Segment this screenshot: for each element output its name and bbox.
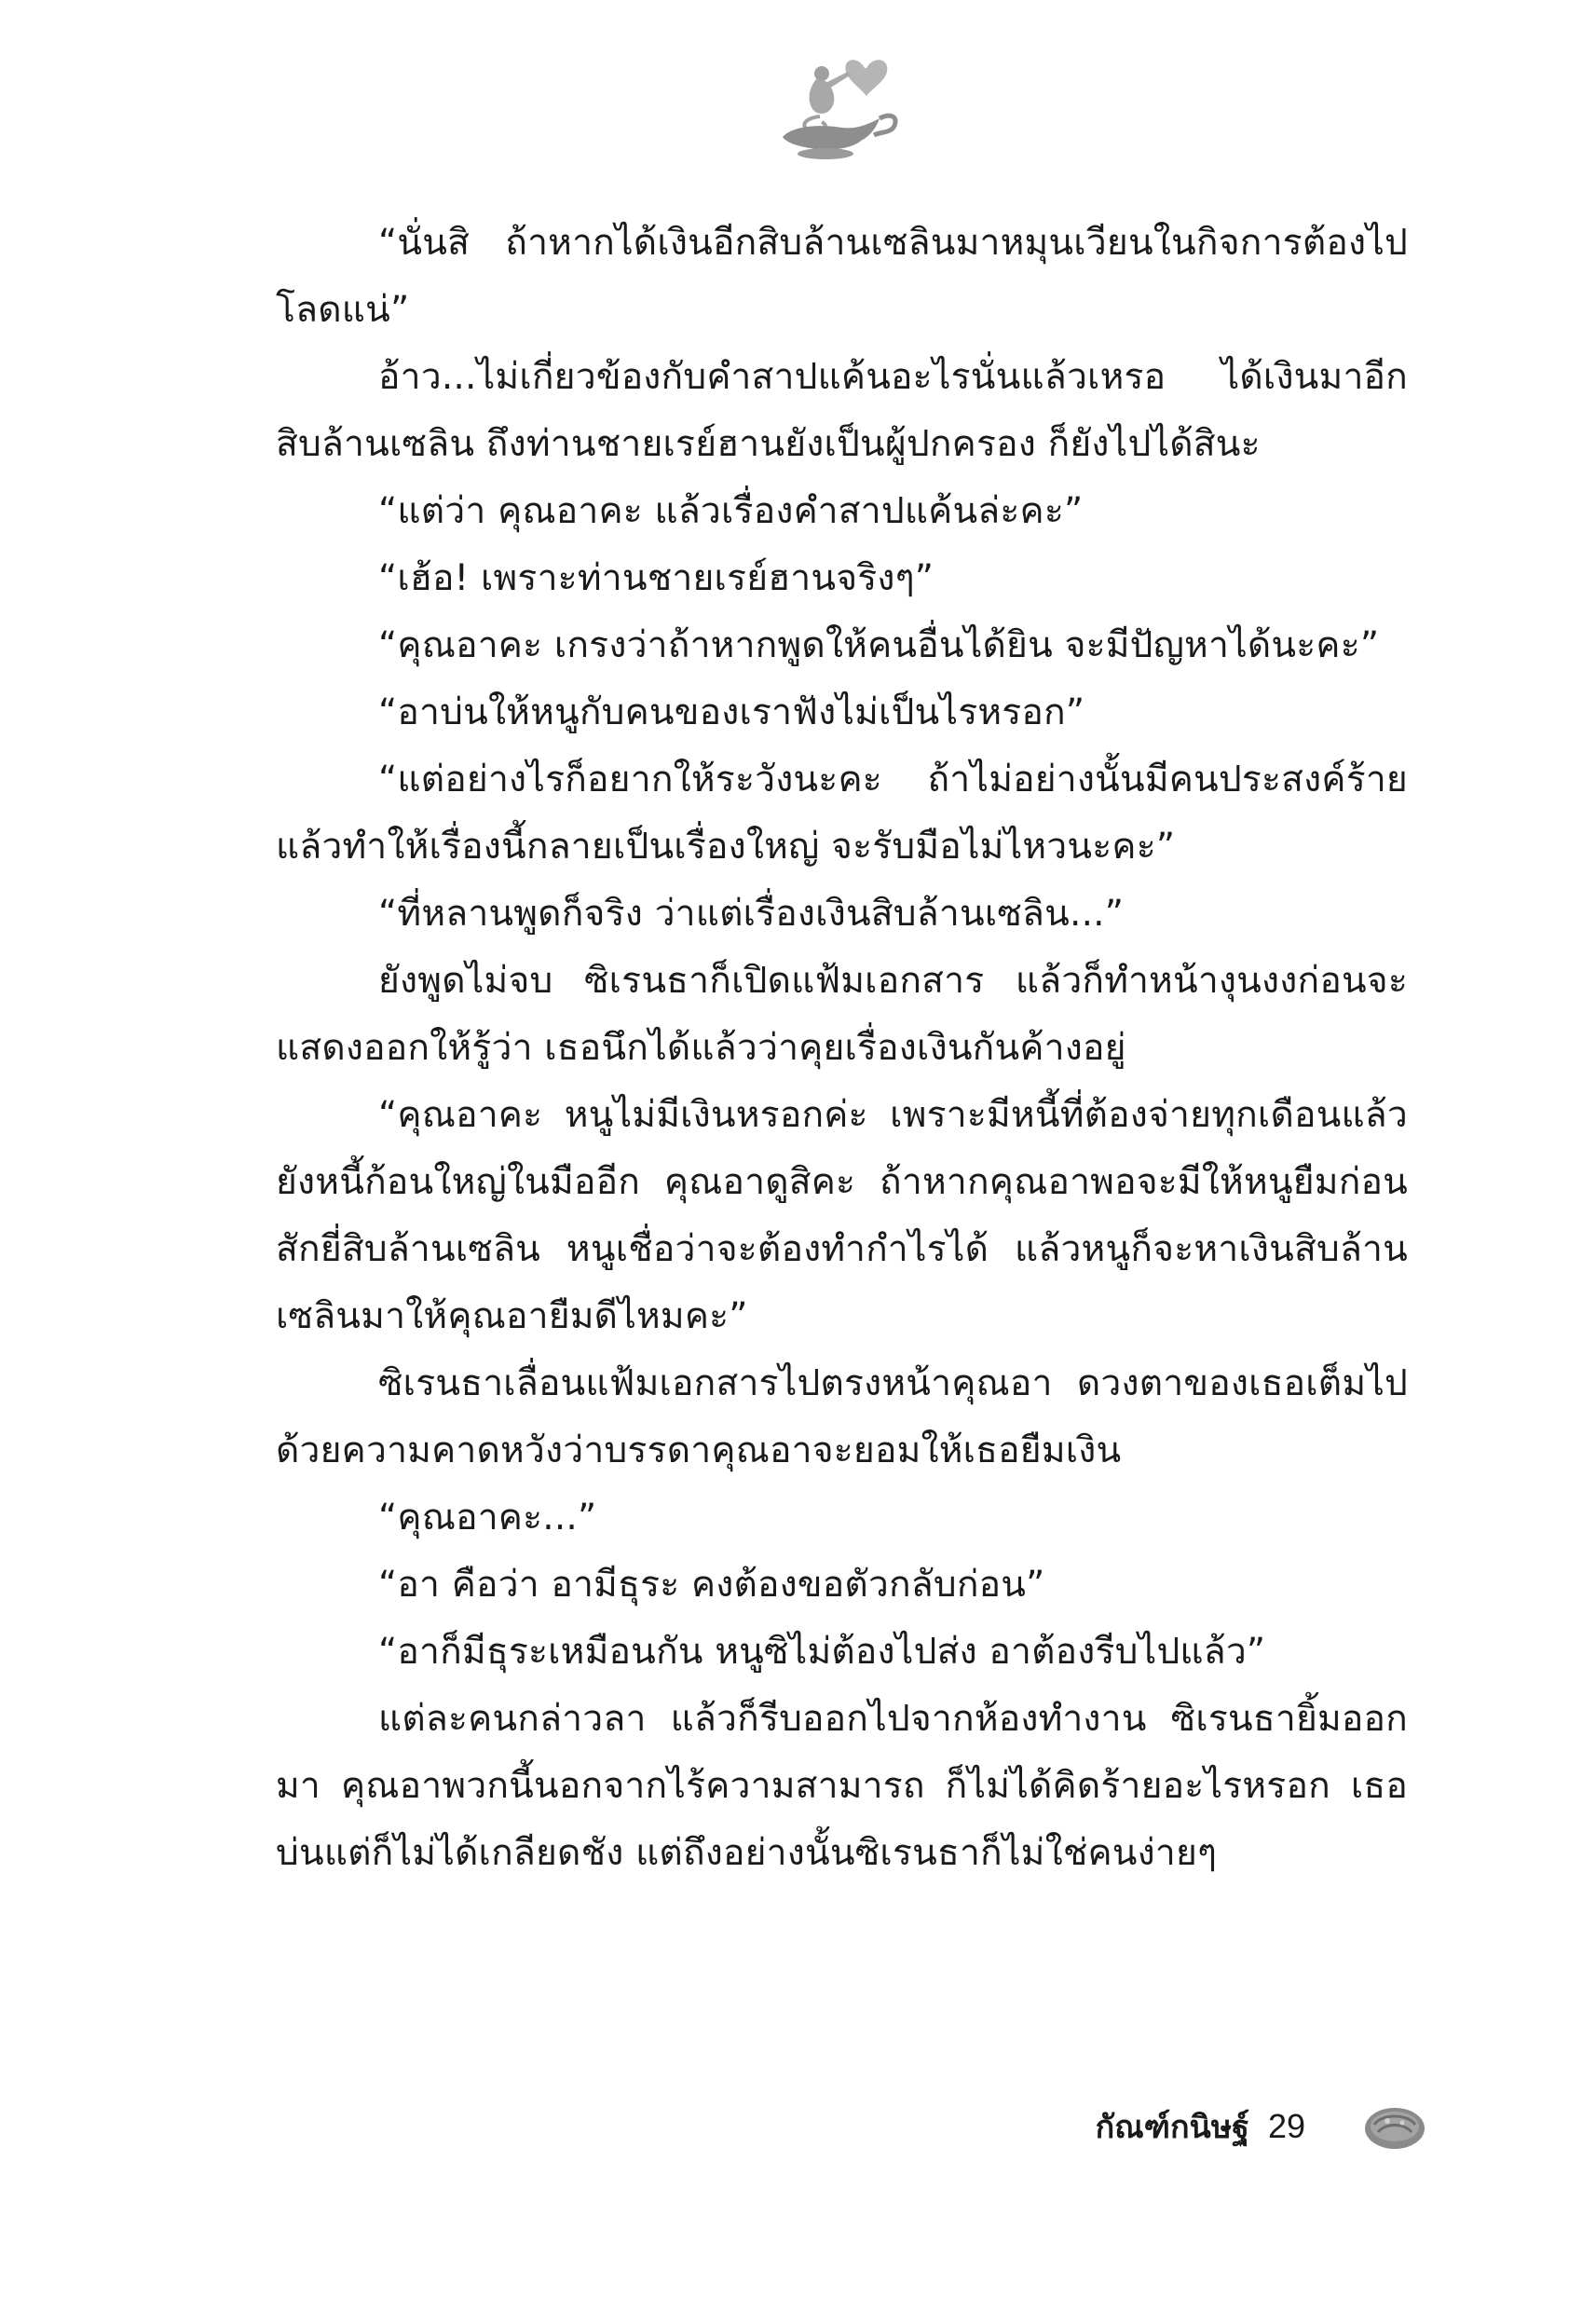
paragraph: “คุณอาคะ...”	[378, 1497, 597, 1538]
page-footer	[1096, 2100, 1428, 2153]
lamp-ornament-icon	[764, 51, 904, 163]
paragraph: “คุณอาคะ หนูไม่มีเงินหรอกค่ะ เพราะมีหนี้ที่ต้องจ่ายทุกเดือนแล้วยังหนี้ก้อนใหญ่ในมืออีก คุณอาดูสิคะ ถ้าหากคุณอาพอจะมีให้หนูยืมก่อนสักยี่สิบล้านเซลิน หนูเชื่อว่าจะต้องทำกำไรได้ แล้วหนูก็จะหาเงินสิบล้านเซลินมาให้คุณอายืมดีไหมคะ”	[276, 1094, 1408, 1337]
paragraph: “แต่อย่างไรก็อยากให้ระวังนะคะ ถ้าไม่อย่างนั้นมีคนประสงค์ร้ายแล้วทำให้เรื่องนี้กลายเป็นเรื่องใหญ่ จะรับมือไม่ไหวนะคะ”	[276, 759, 1408, 868]
paragraph: “นั่นสิ ถ้าหากได้เงินอีกสิบล้านเซลินมาหมุนเวียนในกิจการต้องไปโลดแน่”	[276, 222, 1408, 331]
shell-ornament-icon	[1361, 2100, 1428, 2153]
page-number: 29	[1267, 2107, 1305, 2145]
paragraph: “อาก็มีธุระเหมือนกัน หนูซิไม่ต้องไปส่ง อาต้องรีบไปแล้ว”	[378, 1631, 1266, 1673]
body-text	[276, 210, 1408, 1887]
paragraph: แต่ละคนกล่าวลา แล้วก็รีบออกไปจากห้องทำงาน ซิเรนธายิ้มออกมา คุณอาพวกนี้นอกจากไร้ความสามารถ ก็ไม่ได้คิดร้ายอะไรหรอก เธอบ่นแต่ก็ไม่ได้เกลียดชัง แต่ถึงอย่างนั้นซิเรนธาก็ไม่ใช่คนง่ายๆ	[276, 1698, 1408, 1874]
paragraph: “เฮ้อ! เพราะท่านชายเรย์ฮานจริงๆ”	[378, 557, 934, 599]
paragraph: “อาบ่นให้หนูกับคนของเราฟังไม่เป็นไรหรอก”	[378, 691, 1085, 733]
paragraph: ยังพูดไม่จบ ซิเรนธาก็เปิดแฟ้มเอกสาร แล้วก็ทำหน้างุนงงก่อนจะแสดงออกให้รู้ว่า เธอนึกได้แล้วว่าคุยเรื่องเงินกันค้างอยู่	[276, 960, 1408, 1069]
paragraph: “ที่หลานพูดก็จริง ว่าแต่เรื่องเงินสิบล้านเซลิน...”	[378, 893, 1125, 935]
paragraph: “แต่ว่า คุณอาคะ แล้วเรื่องคำสาปแค้นล่ะคะ”	[378, 490, 1084, 532]
paragraph: “อา คือว่า อามีธุระ คงต้องขอตัวกลับก่อน”	[378, 1564, 1045, 1606]
paragraph: “คุณอาคะ เกรงว่าถ้าหากพูดให้คนอื่นได้ยิน จะมีปัญหาได้นะคะ”	[378, 624, 1380, 666]
book-title: กัณฑ์กนิษฐ์	[1095, 2109, 1249, 2146]
paragraph: ซิเรนธาเลื่อนแฟ้มเอกสารไปตรงหน้าคุณอา ดวงตาของเธอเต็มไปด้วยความคาดหวังว่าบรรดาคุณอาจะยอมให้เธอยืมเงิน	[276, 1362, 1408, 1471]
paragraph: อ้าว...ไม่เกี่ยวข้องกับคำสาปแค้นอะไรนั่นแล้วเหรอ ได้เงินมาอีกสิบล้านเซลิน ถึงท่านชายเรย์ฮานยังเป็นผู้ปกครอง ก็ยังไปได้สินะ	[276, 356, 1408, 465]
